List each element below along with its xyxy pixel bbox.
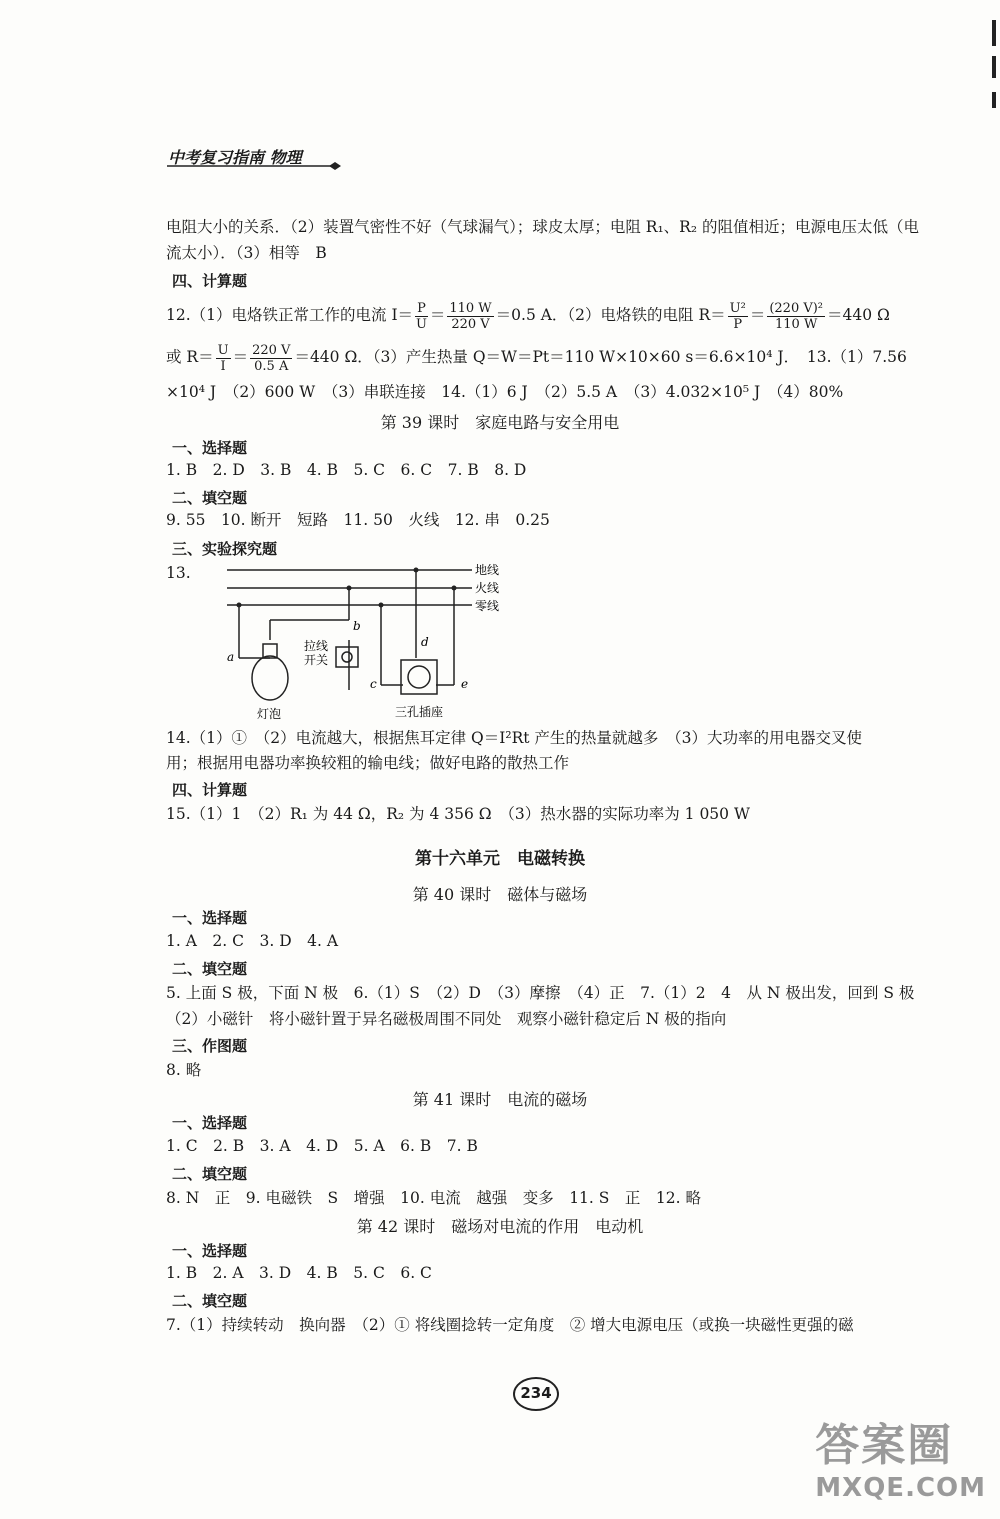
question-number: 13. [166, 564, 191, 582]
answer-line: 8. N 正 9. 电磁铁 S 增强 10. 电流 越强 变多 11. S 正 12. 略 [166, 1189, 701, 1207]
label-e: e [461, 677, 469, 691]
fraction: $\frac{\text{(220 V)²}}{110 W}$ [769, 300, 824, 332]
answer-line: ×10⁴ J （2）600 W （3）串联连接 14.（1）6 J （2）5.5 A （3）4.032×10⁵ J （4）80% [166, 383, 844, 401]
label-socket: 三孔插座 [395, 705, 444, 719]
fraction: $\frac{220 V}{0.5 A}$ [252, 342, 291, 374]
section-heading: 一、选择题 [172, 439, 248, 457]
circuit-diagram [225, 560, 525, 725]
text: ＝ [232, 348, 249, 366]
answer-line: 流太小）．（3）相等 B [166, 244, 327, 262]
text: ＝ [429, 306, 446, 324]
watermark-top: 答案圈 [815, 1420, 954, 1471]
watermark-logo [815, 1409, 986, 1503]
section-heading: 二、填空题 [172, 960, 248, 978]
label-switch2: 开关 [304, 653, 329, 667]
fraction: $\frac{U}{I}$ [217, 342, 229, 374]
answer-line: 8. 略 [166, 1061, 202, 1079]
lesson-title-40: 第 40 课时 磁体与磁场 [412, 885, 588, 904]
header-underline [165, 162, 345, 172]
section-heading: 一、选择题 [172, 1242, 248, 1260]
label-a: a [227, 650, 235, 664]
lesson-title-42: 第 42 课时 磁场对电流的作用 电动机 [356, 1217, 644, 1236]
lesson-title-39: 第 39 课时 家庭电路与安全用电 [380, 413, 620, 432]
page-number: 234 [513, 1377, 559, 1411]
answer-line-12 [166, 300, 890, 330]
label-d: d [421, 635, 429, 649]
section-heading: 一、选择题 [172, 1114, 248, 1132]
text: ＝440 Ω [827, 306, 890, 324]
answer-line: （2）小磁针 将小磁针置于异名磁极周围不同处 观察小磁针稳定后 N 极的指向 [166, 1010, 727, 1028]
answer-line: 1. B 2. D 3. B 4. B 5. C 6. C 7. B 8. D [166, 461, 527, 479]
edge-mark [992, 56, 996, 78]
label-live: 火线 [475, 581, 500, 595]
edge-mark [992, 92, 996, 108]
edge-mark [992, 20, 996, 46]
text: ＝440 Ω．（3）产生热量 Q＝W＝Pt＝110 W×10×60 s＝6.6×10⁴ J． 13.（1）7.56 [294, 348, 907, 366]
answer-line: 7.（1）持续转动 换向器 （2）① 将线圈捻转一定角度 ② 增大电源电压（或换一块磁性更强的磁 [166, 1316, 854, 1334]
label-switch1: 拉线 [304, 639, 329, 653]
lesson-title-41: 第 41 课时 电流的磁场 [412, 1090, 588, 1109]
answer-line: 5. 上面 S 极，下面 N 极 6.（1）S （2）D （3）摩擦 （4）正 7.（1）2 4 从 N 极出发，回到 S 极 [166, 984, 915, 1002]
section-heading: 四、计算题 [172, 781, 248, 799]
section-heading: 二、填空题 [172, 1165, 248, 1183]
unit-title: 第十六单元 电磁转换 [415, 849, 585, 869]
label-ground: 地线 [475, 563, 500, 577]
fraction: $\frac{P}{U}$ [415, 300, 427, 332]
fraction: $\frac{110 W}{220 V}$ [449, 300, 492, 332]
fraction: $\frac{\text{U²}}{P}$ [729, 300, 746, 332]
book-header-title: 中考复习指南 物理 [168, 148, 302, 167]
section-heading: 三、实验探究题 [172, 540, 278, 558]
text: 12.（1）电烙铁正常工作的电流 I＝ [166, 306, 414, 324]
answer-line: 1. A 2. C 3. D 4. A [166, 932, 339, 950]
text: ＝0.5 A．（2）电烙铁的电阻 R＝ [495, 306, 726, 324]
text: ＝ [749, 306, 766, 324]
label-b: b [353, 619, 361, 633]
answer-line: 9. 55 10. 断开 短路 11. 50 火线 12. 串 0.25 [166, 511, 550, 529]
section-heading: 一、选择题 [172, 909, 248, 927]
text: 或 R＝ [166, 348, 214, 366]
answer-line-12b [166, 342, 907, 372]
answer-line: 15.（1）1 （2）R₁ 为 44 Ω，R₂ 为 4 356 Ω （3）热水器的实际功率为 1 050 W [166, 805, 750, 823]
label-bulb: 灯泡 [257, 707, 282, 721]
answer-line: 用；根据用电器功率换较粗的输电线；做好电路的散热工作 [166, 754, 570, 772]
answer-line: 1. B 2. A 3. D 4. B 5. C 6. C [166, 1264, 432, 1282]
section-heading: 四、计算题 [172, 272, 248, 290]
answer-line: 1. C 2. B 3. A 4. D 5. A 6. B 7. B [166, 1137, 478, 1155]
section-heading: 二、填空题 [172, 489, 248, 507]
watermark-bottom: MXQE.COM [815, 1473, 986, 1503]
answer-line: 14.（1）① （2）电流越大，根据焦耳定律 Q＝I²Rt 产生的热量就越多 （3）大功率的用电器交叉使 [166, 729, 863, 747]
label-neutral: 零线 [475, 599, 500, 613]
label-c: c [370, 677, 377, 691]
section-heading: 二、填空题 [172, 1292, 248, 1310]
answer-line: 电阻大小的关系．（2）装置气密性不好（气球漏气）；球皮太厚；电阻 R₁、R₂ 的阻值相近；电源电压太低（电 [166, 218, 919, 236]
section-heading: 三、作图题 [172, 1037, 248, 1055]
